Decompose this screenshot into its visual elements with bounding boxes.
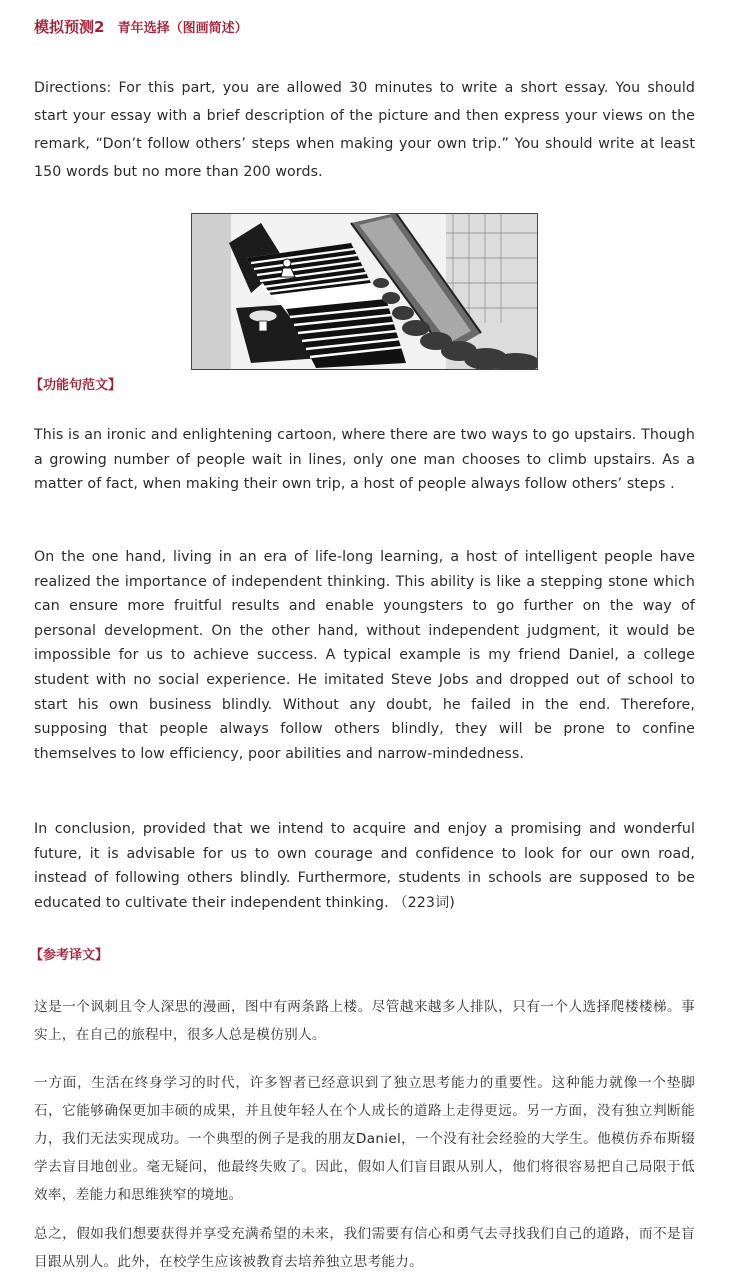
- translation-paragraph-2: 一方面，生活在终身学习的时代，许多智者已经意识到了独立思考能力的重要性。这种能力就像一个垫脚石，它能够确保更加丰硕的成果，并且使年轻人在个人成长的道路上走得更远。另一方面，没有独立判断能力，我们无法实现成功。一个典型的例子是我的朋友Daniel，一个没有社会经验的大学生。他模仿乔布斯辍学去盲目地创业。毫无疑问，他最终失败了。因此，假如人们盲目跟从别人，他们将很容易把自己局限于低效率，差能力和思维狭窄的境地。: [34, 1075, 695, 1203]
- essay-paragraph-3: In conclusion, provided that we intend to acquire and enjoy a promising and wonderful future, it is advisable for us to own courage and confidence to look for our own road, instead of following others blindly. Furthermore, students in schools are supposed to be educated to cultivate their independent thinking. （223词): [34, 821, 695, 911]
- section-heading-model-essay: 【功能句范文】: [30, 378, 122, 393]
- essay-paragraph-1: This is an ironic and enlightening cartoon, where there are two ways to go upstairs. Though a growing number of people wait in lines, only one man chooses to climb upstairs. As a matter of fact, when making their own trip, a host of people always follow others’ steps .: [34, 427, 695, 493]
- title-main: 模拟预测2: [34, 18, 105, 36]
- translation-paragraph-1: 这是一个讽刺且令人深思的漫画，图中有两条路上楼。尽管越来越多人排队，只有一个人选择爬楼楼梯。事实上，在自己的旅程中，很多人总是模仿别人。: [34, 999, 695, 1043]
- section-heading-translation: 【参考译文】: [30, 948, 109, 963]
- directions-paragraph: Directions: For this part, you are allowed 30 minutes to write a short essay. You should start your essay with a brief description of the picture and then express your views on the remark, “Don’t follow others’ steps when making your own trip.” You should write at least 150 words but no more than 200 words.: [34, 80, 695, 180]
- cartoon-illustration: [191, 213, 538, 370]
- title-subtitle: 青年选择（图画简述）: [117, 21, 248, 36]
- translation-paragraph-3: 总之，假如我们想要获得并享受充满希望的未来，我们需要有信心和勇气去寻找我们自己的道路，而不是盲目跟从别人。此外，在校学生应该被教育去培养独立思考能力。: [34, 1226, 695, 1270]
- essay-paragraph-2: On the one hand, living in an era of life-long learning, a host of intelligent people have realized the importance of independent thinking. This ability is like a stepping stone which can ensure more fruitful results and enable youngsters to go further on the way of personal development. On the other hand, without independent judgment, it would be impossible for us to achieve success. A typical example is my friend Daniel, a college student with no social experience. He imitated Steve Jobs and dropped out of school to start his own business blindly. Without any doubt, he failed in the end. Therefore, supposing that people always follow others blindly, they will be prone to confine themselves to low efficiency, poor abilities and narrow-mindedness.: [34, 549, 695, 762]
- page-title: [34, 16, 248, 37]
